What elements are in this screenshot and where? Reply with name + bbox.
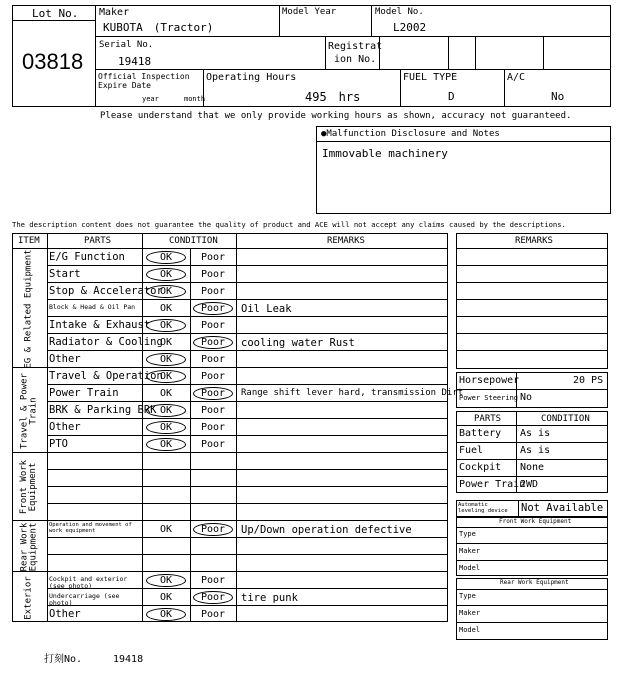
remark-text: tire punk [241,592,298,604]
condition-ok: OK [159,609,173,620]
power-steering-label: Power Steering [459,394,519,402]
rear-maker-label: Maker [459,609,481,617]
part-label: PTO [49,438,68,450]
rear-equipment-title: Rear Work Equipment [500,579,569,586]
lot-label: Lot No. [32,7,79,20]
col-parts: PARTS [84,236,112,246]
side-item-value: As is [520,445,551,456]
side-item-value: 2WD [520,479,539,490]
part-label: Intake & Exhaust [49,319,151,331]
side-item-label: Power Train [459,479,526,490]
part-label: Stop & Accelerator [49,285,163,297]
condition-ok: OK [159,286,173,297]
item-category: EG & Related Equipment [23,248,34,369]
item-category: Front Work Equipment [18,459,38,515]
inspection-label-1: Official Inspection [98,72,190,81]
auto-leveling-label: Automatic leveling device [458,502,508,515]
selected-condition-marker [193,591,233,604]
condition-ok: OK [159,422,173,433]
remark-text: cooling water Rust [241,337,355,349]
part-label: Travel & Operation [49,370,163,382]
condition-poor: Poor [200,252,226,263]
condition-poor: Poor [200,422,226,433]
condition-poor: Poor [200,354,226,365]
ac-value: No [551,90,565,103]
condition-ok: OK [159,524,173,535]
serial-value: 19418 [118,55,152,68]
horsepower-label: Horsepower [459,375,520,386]
remark-text: Range shift lever hard, transmission Dirt [241,388,464,398]
part-label: Undercarriage (see photo) [49,592,120,608]
selected-condition-marker [193,302,233,315]
condition-poor: Poor [200,405,226,416]
side-parts-label: PARTS [474,414,502,424]
ac-label: A/C [507,72,526,83]
condition-poor: Poor [200,592,226,603]
selected-condition-marker [146,285,186,298]
selected-condition-marker [146,353,186,366]
condition-poor: Poor [200,575,226,586]
condition-poor: Poor [200,269,226,280]
side-item-value: None [520,462,545,473]
item-category: Rear Work Equipment [18,522,38,571]
condition-ok: OK [159,405,173,416]
condition-ok: OK [159,388,173,399]
part-label: Block & Head & Oil Pan [49,303,136,311]
selected-condition-marker [193,387,233,400]
model-no-value: L2002 [393,21,427,34]
part-label: BRK & Parking BRK [49,404,157,416]
item-category: Exterior [23,575,34,620]
front-type-label: Type [459,530,476,538]
stamp-label: 打刻No. [44,654,83,665]
auto-leveling-value: Not Available [521,502,604,514]
maker-value: KUBOTA (Tractor) [103,21,214,34]
part-label: Other [49,608,81,620]
condition-ok: OK [159,439,173,450]
condition-poor: Poor [200,609,226,620]
model-no-label: Model No. [375,7,424,17]
side-remarks-label: REMARKS [515,236,553,246]
condition-ok: OK [159,337,173,348]
condition-poor: Poor [200,371,226,382]
inspection-label-2: Expire Date [98,81,151,90]
operating-hours-label: Operating Hours [206,72,297,83]
condition-poor: Poor [200,337,226,348]
condition-ok: OK [159,371,173,382]
model-year-label: Model Year [282,7,337,17]
selected-condition-marker [146,370,186,383]
condition-ok: OK [159,354,173,365]
condition-ok: OK [159,269,173,280]
selected-condition-marker [146,574,186,587]
part-label: Cockpit and exterior (see photo) [49,575,128,591]
selected-condition-marker [193,523,233,536]
col-remarks: REMARKS [327,236,365,246]
side-item-value: As is [520,428,551,439]
selected-condition-marker [193,336,233,349]
remark-text: Oil Leak [241,303,292,315]
condition-poor: Poor [200,439,226,450]
condition-ok: OK [159,592,173,603]
fuel-type-label: FUEL TYPE [403,72,458,83]
condition-ok: OK [159,303,173,314]
item-category: Travel & Power Train [18,372,38,449]
part-label: Radiator & Cooling [49,336,163,348]
side-item-label: Fuel [459,445,484,456]
selected-condition-marker [146,251,186,264]
operating-hours-value: 495 hrs [305,90,361,104]
front-equipment-title: Front Work Equipment [499,518,572,525]
disclaimer: The description content does not guarantee the quality of product and ACE will not accept any claims caused by the descriptions. [12,220,566,229]
malfunction-box [316,126,611,214]
col-condition: CONDITION [169,236,218,246]
part-label: Start [49,268,81,280]
condition-poor: Poor [200,524,226,535]
part-label: Operation and movement of work equipment [49,522,132,535]
selected-condition-marker [146,438,186,451]
condition-ok: OK [159,575,173,586]
part-label: Power Train [49,387,119,399]
registration-label-1: Registrat [328,41,383,52]
front-maker-label: Maker [459,547,481,555]
selected-condition-marker [146,404,186,417]
stamp-number: 19418 [113,654,144,665]
power-steering-value: No [520,392,533,403]
selected-condition-marker [146,608,186,621]
lot-number: 03818 [22,49,84,74]
rear-model-label: Model [459,626,481,634]
side-item-label: Battery [459,428,502,439]
part-label: Other [49,353,81,365]
year-label: year [142,95,159,103]
rear-type-label: Type [459,592,476,600]
horsepower-value: 20 PS [573,375,604,386]
fuel-type-value: D [448,90,455,103]
front-model-label: Model [459,564,481,572]
side-item-label: Cockpit [459,462,502,473]
col-item: ITEM [18,236,40,246]
registration-label-2: ion No. [334,54,377,65]
remark-text: Up/Down operation defective [241,524,412,536]
malfunction-text: Immovable machinery [322,147,448,160]
condition-poor: Poor [200,303,226,314]
side-condition-label: CONDITION [541,414,590,424]
part-label: Other [49,421,81,433]
condition-poor: Poor [200,320,226,331]
malfunction-title: ●Malfunction Disclosure and Notes [321,129,500,139]
condition-poor: Poor [200,286,226,297]
month-label: month [184,95,206,103]
serial-label: Serial No. [99,40,154,50]
selected-condition-marker [146,421,186,434]
condition-ok: OK [159,252,173,263]
selected-condition-marker [146,268,186,281]
selected-condition-marker [146,319,186,332]
maker-label: Maker [99,7,130,18]
part-label: E/G Function [49,251,125,263]
condition-poor: Poor [200,388,226,399]
condition-ok: OK [159,320,173,331]
hours-notice: Please understand that we only provide working hours as shown, accuracy not guaranteed. [100,111,572,121]
